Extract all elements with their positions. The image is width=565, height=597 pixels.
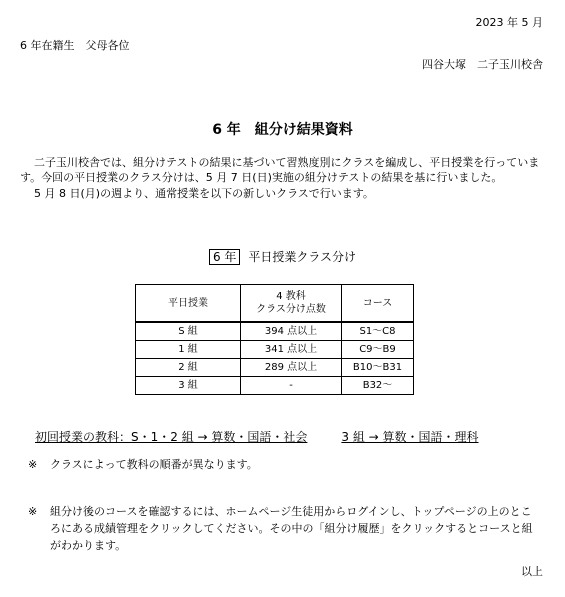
table-row (136, 341, 414, 359)
table-cell: 394 点以上 (241, 322, 342, 341)
note-2 (28, 503, 540, 554)
table-header-row (136, 285, 414, 323)
school-name: 四谷大塚 二子玉川校舎 (422, 58, 543, 71)
table-cell: 3 組 (136, 377, 241, 395)
table-row (136, 377, 414, 395)
table-cell: - (241, 377, 342, 395)
table-header-cell: 4 教科 クラス分け点数 (241, 285, 342, 323)
table-cell: S 組 (136, 322, 241, 341)
note-text: 組分け後のコースを確認するには、ホームページ生徒用からログインし、トップページの上のところにある成績管理をクリックしてください。その中の「組分け履歴」をクリックするとコースと組がわかります。 (50, 505, 533, 552)
table-row (136, 359, 414, 377)
table-cell: 1 組 (136, 341, 241, 359)
table-heading-title: 平日授業クラス分け (248, 250, 357, 264)
recipients: 6 年在籍生 父母各位 (20, 39, 130, 52)
table-cell: 2 組 (136, 359, 241, 377)
table-header-cell: 平日授業 (136, 285, 241, 323)
table-heading (0, 248, 565, 265)
document-date: 2023 年 5 月 (475, 16, 543, 29)
body-text (20, 155, 545, 201)
note-mark: ※ (28, 505, 38, 518)
note-text: クラスによって教科の順番が異なります。 (50, 458, 258, 471)
note-1 (28, 456, 540, 473)
table-cell: 341 点以上 (241, 341, 342, 359)
table-row (136, 322, 414, 341)
table-cell: 289 点以上 (241, 359, 342, 377)
document-title: 6 年 組分け結果資料 (212, 122, 353, 138)
subjects-part-1: 初回授業の教科：S・1・2 組 → 算数・国語・社会 (35, 430, 308, 444)
first-class-subjects (35, 428, 479, 445)
note-mark: ※ (28, 458, 38, 471)
table-cell: C9～B9 (342, 341, 414, 359)
closing-remark: 以上 (521, 565, 543, 578)
table-cell: S1～C8 (342, 322, 414, 341)
body-paragraph-2: 5 月 8 日(月)の週より、通常授業を以下の新しいクラスで行います。 (34, 187, 374, 200)
class-table (135, 284, 414, 395)
table-cell: B32～ (342, 377, 414, 395)
body-paragraph-1: 二子玉川校舎では、組分けテストの結果に基づいて習熟度別にクラスを編成し、平日授業を行っています。今回の平日授業のクラス分けは、5 月 7 日(日)実施の組分けテストの結果を基に行いました。 (20, 156, 540, 184)
table-cell: B10～B31 (342, 359, 414, 377)
subjects-part-2: 3 組 → 算数・国語・理科 (341, 430, 479, 444)
table-heading-grade: 6 年 (209, 249, 240, 265)
table-header-cell: コース (342, 285, 414, 323)
